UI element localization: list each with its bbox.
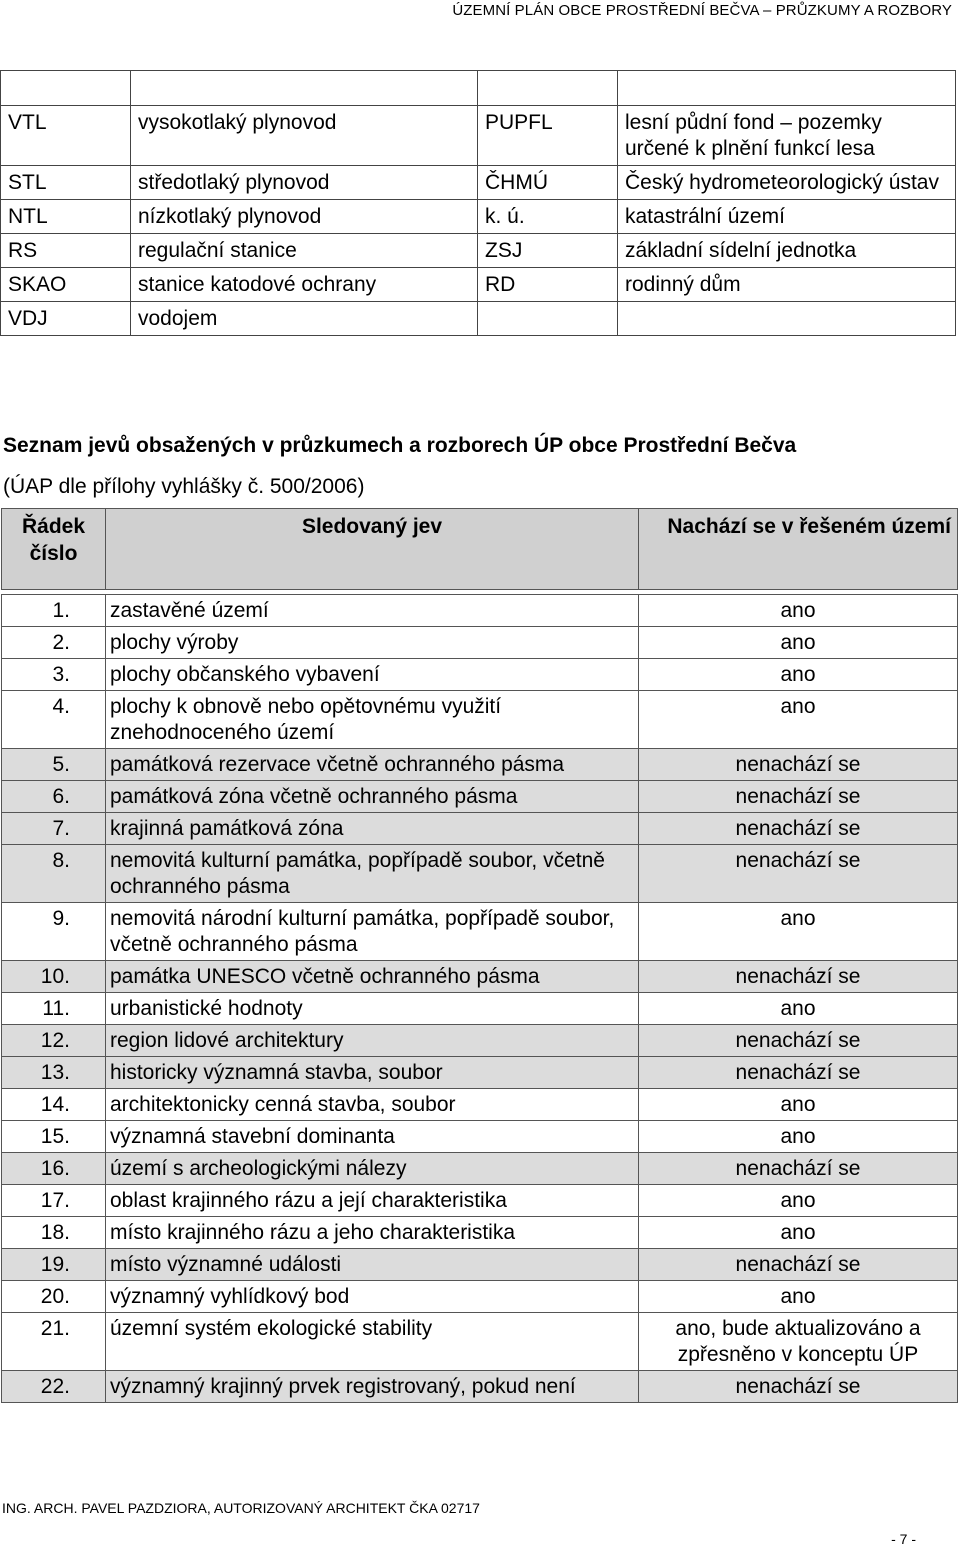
table-row [2,781,958,813]
row-phenomenon: architektonicky cenná stavba, soubor [106,1089,639,1121]
row-number: 19. [2,1249,106,1281]
row-number: 15. [2,1121,106,1153]
row-phenomenon: nemovitá kulturní památka, popřípadě soubor, včetně ochranného pásma [106,845,639,903]
table-row [2,1089,958,1121]
abbreviation-meaning: základní sídelní jednotka [618,234,956,268]
abbreviation-row [1,302,956,336]
abbreviation-meaning: vodojem [131,302,478,336]
abbreviation-code: ZSJ [478,234,618,268]
abbreviation-code: VTL [1,106,131,166]
abbreviation-code: RS [1,234,131,268]
row-number: 12. [2,1025,106,1057]
table-row [2,1025,958,1057]
row-status: nenachází se [639,1249,958,1281]
row-phenomenon: urbanistické hodnoty [106,993,639,1025]
row-phenomenon: krajinná památková zóna [106,813,639,845]
header-row-number-line1: Řádek [21,515,86,538]
row-phenomenon: významná stavební dominanta [106,1121,639,1153]
row-number: 6. [2,781,106,813]
row-phenomenon: památková zóna včetně ochranného pásma [106,781,639,813]
table-row [2,1153,958,1185]
row-status: ano [639,903,958,961]
abbreviation-code: STL [1,166,131,200]
row-status: ano [639,659,958,691]
row-status: ano [639,691,958,749]
row-phenomenon: historicky významná stavba, soubor [106,1057,639,1089]
table-row [2,749,958,781]
table-row [2,993,958,1025]
row-status: ano [639,1281,958,1313]
abbreviation-meaning: rodinný dům [618,268,956,302]
abbreviation-code: SKAO [1,268,131,302]
table-row [2,1249,958,1281]
row-phenomenon: nemovitá národní kulturní památka, popřípadě soubor, včetně ochranného pásma [106,903,639,961]
row-phenomenon: územní systém ekologické stability [106,1313,639,1371]
abbreviation-code: RD [478,268,618,302]
row-phenomenon: plochy výroby [106,627,639,659]
row-number: 11. [2,993,106,1025]
table-row [2,1121,958,1153]
table-row [2,627,958,659]
abbreviation-meaning: středotlaký plynovod [131,166,478,200]
row-phenomenon: významný vyhlídkový bod [106,1281,639,1313]
footer-author: ING. ARCH. PAVEL PAZDZIORA, AUTORIZOVANÝ ARCHITEKT ČKA 02717 [2,1500,480,1516]
row-phenomenon: region lidové architektury [106,1025,639,1057]
abbreviation-meaning: Český hydrometeorologický ústav [618,166,956,200]
row-status: ano [639,627,958,659]
abbreviation-meaning: katastrální území [618,200,956,234]
header-row-number [2,509,106,590]
table-row [2,659,958,691]
row-status: nenachází se [639,961,958,993]
row-number: 7. [2,813,106,845]
abbreviation-code: k. ú. [478,200,618,234]
row-phenomenon: místo krajinného rázu a jeho charakteristika [106,1217,639,1249]
row-phenomenon: zastavěné území [106,595,639,627]
row-number: 9. [2,903,106,961]
row-number: 17. [2,1185,106,1217]
row-phenomenon: území s archeologickými nálezy [106,1153,639,1185]
abbreviation-meaning [618,302,956,336]
row-phenomenon: památka UNESCO včetně ochranného pásma [106,961,639,993]
row-phenomenon: oblast krajinného rázu a její charakteristika [106,1185,639,1217]
header-row-number-line2: číslo [29,542,78,565]
table-row [2,961,958,993]
row-phenomenon: plochy k obnově nebo opětovnému využití znehodnoceného území [106,691,639,749]
header-status: Nachází se v řešeném území [639,509,958,590]
phenomena-header-row [2,509,958,590]
section-subtitle: (ÚAP dle přílohy vyhlášky č. 500/2006) [3,475,365,498]
abbreviation-row [1,106,956,166]
abbreviation-row [1,234,956,268]
table-row [2,903,958,961]
row-number: 16. [2,1153,106,1185]
abbreviation-meaning: nízkotlaký plynovod [131,200,478,234]
row-status: nenachází se [639,1057,958,1089]
table-row [2,595,958,627]
row-number: 18. [2,1217,106,1249]
row-number: 4. [2,691,106,749]
page-number: - 7 - [891,1531,916,1547]
phenomena-table [1,508,958,1403]
table-row [2,1217,958,1249]
abbreviation-code: ČHMÚ [478,166,618,200]
row-status: ano [639,1217,958,1249]
row-number: 1. [2,595,106,627]
abbreviation-row [1,200,956,234]
abbreviation-row [1,268,956,302]
row-status: ano [639,1121,958,1153]
table-row [2,1371,958,1403]
abbreviation-meaning: vysokotlaký plynovod [131,106,478,166]
row-status: nenachází se [639,749,958,781]
abbreviations-top-row [1,71,956,106]
table-row [2,1185,958,1217]
row-status: nenachází se [639,813,958,845]
table-row [2,813,958,845]
row-number: 14. [2,1089,106,1121]
row-number: 21. [2,1313,106,1371]
row-status: nenachází se [639,781,958,813]
row-number: 5. [2,749,106,781]
row-number: 22. [2,1371,106,1403]
row-phenomenon: plochy občanského vybavení [106,659,639,691]
row-status: nenachází se [639,845,958,903]
abbreviation-meaning: lesní půdní fond – pozemky určené k plnění funkcí lesa [618,106,956,166]
row-number: 3. [2,659,106,691]
abbreviation-row [1,166,956,200]
row-status: nenachází se [639,1371,958,1403]
abbreviation-code: NTL [1,200,131,234]
table-row [2,691,958,749]
abbreviation-meaning: regulační stanice [131,234,478,268]
abbreviation-code: PUPFL [478,106,618,166]
table-row [2,1313,958,1371]
row-number: 13. [2,1057,106,1089]
abbreviation-code: VDJ [1,302,131,336]
row-status: nenachází se [639,1025,958,1057]
table-row [2,1281,958,1313]
row-status: ano [639,1185,958,1217]
header-phenomenon: Sledovaný jev [106,509,639,590]
row-number: 20. [2,1281,106,1313]
row-status: nenachází se [639,1153,958,1185]
page-header: ÚZEMNÍ PLÁN OBCE PROSTŘEDNÍ BEČVA – PRŮZKUMY A ROZBORY [452,2,952,19]
row-number: 8. [2,845,106,903]
section-title: Seznam jevů obsažených v průzkumech a rozborech ÚP obce Prostřední Bečva [3,434,797,457]
row-phenomenon: významný krajinný prvek registrovaný, pokud není [106,1371,639,1403]
row-number: 10. [2,961,106,993]
row-status: ano [639,595,958,627]
row-status: ano [639,1089,958,1121]
row-status: ano [639,993,958,1025]
table-row [2,845,958,903]
row-phenomenon: památková rezervace včetně ochranného pásma [106,749,639,781]
row-status: ano, bude aktualizováno a zpřesněno v konceptu ÚP [639,1313,958,1371]
table-row [2,1057,958,1089]
abbreviation-code [478,302,618,336]
row-number: 2. [2,627,106,659]
abbreviations-table [0,70,956,336]
abbreviation-meaning: stanice katodové ochrany [131,268,478,302]
row-phenomenon: místo významné události [106,1249,639,1281]
